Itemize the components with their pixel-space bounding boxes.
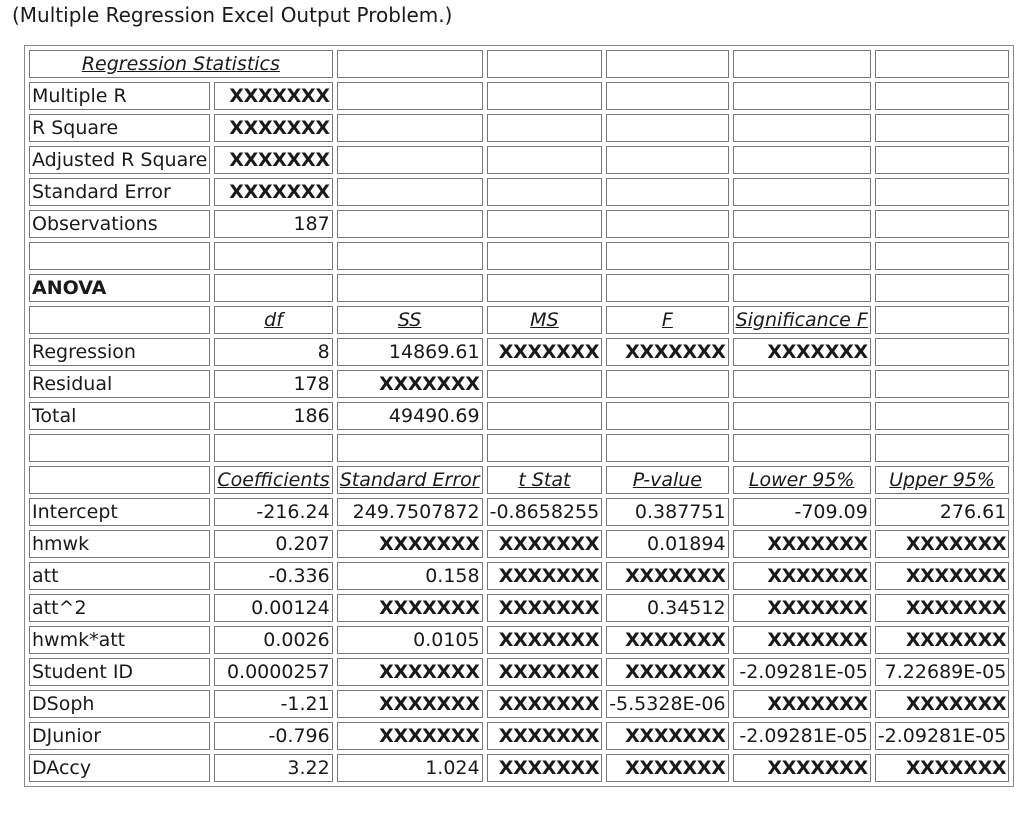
anova-significance-f: XXXXXXX xyxy=(733,338,871,366)
stat-label: Multiple R xyxy=(29,82,210,110)
anova-ss: 14869.61 xyxy=(337,338,483,366)
coef-row-dsoph xyxy=(29,690,1009,718)
coef-label: hmwk xyxy=(29,530,210,558)
coef-value: 3.22 xyxy=(214,754,332,782)
coef-se: XXXXXXX xyxy=(337,530,483,558)
coef-value: 0.207 xyxy=(214,530,332,558)
coef-t: XXXXXXX xyxy=(487,562,603,590)
coef-t: XXXXXXX xyxy=(487,594,603,622)
coef-label: Intercept xyxy=(29,498,210,526)
coef-se: 0.0105 xyxy=(337,626,483,654)
coef-upper: 7.22689E-05 xyxy=(875,658,1009,686)
stat-row-multiple-r xyxy=(29,82,1009,110)
header-coefficients: Coefficients xyxy=(214,466,332,494)
coef-value: 0.0000257 xyxy=(214,658,332,686)
coef-row-intercept xyxy=(29,498,1009,526)
stat-row-adjusted-r-square xyxy=(29,146,1009,174)
regression-statistics-header-row xyxy=(29,50,1009,78)
coef-se: XXXXXXX xyxy=(337,690,483,718)
coef-label: DSoph xyxy=(29,690,210,718)
coef-t: XXXXXXX xyxy=(487,722,603,750)
stat-value: XXXXXXX xyxy=(214,82,332,110)
coef-row-student-id xyxy=(29,658,1009,686)
anova-df: 8 xyxy=(214,338,332,366)
coef-p: 0.387751 xyxy=(606,498,728,526)
stat-label: Adjusted R Square xyxy=(29,146,210,174)
coef-lower: XXXXXXX xyxy=(733,562,871,590)
coef-se: XXXXXXX xyxy=(337,722,483,750)
anova-df: 178 xyxy=(214,370,332,398)
anova-f: XXXXXXX xyxy=(606,338,728,366)
coef-t: XXXXXXX xyxy=(487,658,603,686)
coef-value: -0.336 xyxy=(214,562,332,590)
coef-p: 0.01894 xyxy=(606,530,728,558)
coef-upper: -2.09281E-05 xyxy=(875,722,1009,750)
coef-lower: -2.09281E-05 xyxy=(733,658,871,686)
header-t-stat: t Stat xyxy=(487,466,603,494)
header-p-value: P-value xyxy=(606,466,728,494)
stat-row-standard-error xyxy=(29,178,1009,206)
anova-df: 186 xyxy=(214,402,332,430)
coef-lower: XXXXXXX xyxy=(733,690,871,718)
stat-value: XXXXXXX xyxy=(214,114,332,142)
coef-lower: XXXXXXX xyxy=(733,626,871,654)
coef-label: Student ID xyxy=(29,658,210,686)
coef-label: DAccy xyxy=(29,754,210,782)
coef-upper: XXXXXXX xyxy=(875,626,1009,654)
coef-upper: XXXXXXX xyxy=(875,562,1009,590)
anova-label: Regression xyxy=(29,338,210,366)
coef-p: XXXXXXX xyxy=(606,626,728,654)
header-lower-95: Lower 95% xyxy=(733,466,871,494)
regression-statistics-heading: Regression Statistics xyxy=(29,50,333,78)
coef-label: att^2 xyxy=(29,594,210,622)
coef-t: XXXXXXX xyxy=(487,626,603,654)
coef-lower: XXXXXXX xyxy=(733,530,871,558)
coef-se: XXXXXXX xyxy=(337,594,483,622)
coef-p: 0.34512 xyxy=(606,594,728,622)
anova-label: Residual xyxy=(29,370,210,398)
stat-value: XXXXXXX xyxy=(214,178,332,206)
anova-header-df: df xyxy=(214,306,332,334)
anova-row-regression xyxy=(29,338,1009,366)
coef-p: XXXXXXX xyxy=(606,562,728,590)
coef-label: att xyxy=(29,562,210,590)
stat-value: 187 xyxy=(214,210,332,238)
coef-p: XXXXXXX xyxy=(606,754,728,782)
coef-value: -0.796 xyxy=(214,722,332,750)
coef-t: -0.8658255 xyxy=(487,498,603,526)
coef-lower: XXXXXXX xyxy=(733,754,871,782)
stat-row-r-square xyxy=(29,114,1009,142)
header-standard-error: Standard Error xyxy=(337,466,483,494)
coef-p: XXXXXXX xyxy=(606,722,728,750)
stat-row-observations xyxy=(29,210,1009,238)
blank-row xyxy=(29,434,1009,462)
anova-ss: XXXXXXX xyxy=(337,370,483,398)
anova-label: Total xyxy=(29,402,210,430)
coef-lower: XXXXXXX xyxy=(733,594,871,622)
regression-output-table xyxy=(24,45,1014,787)
coef-t: XXXXXXX xyxy=(487,690,603,718)
anova-column-header-row xyxy=(29,306,1009,334)
page-title: (Multiple Regression Excel Output Problem.) xyxy=(12,3,453,27)
coef-se: 0.158 xyxy=(337,562,483,590)
coef-row-hwmk-att xyxy=(29,626,1009,654)
coef-lower: -2.09281E-05 xyxy=(733,722,871,750)
coef-t: XXXXXXX xyxy=(487,754,603,782)
coefficients-header-row xyxy=(29,466,1009,494)
coef-value: 0.0026 xyxy=(214,626,332,654)
coef-upper: XXXXXXX xyxy=(875,530,1009,558)
coef-value: 0.00124 xyxy=(214,594,332,622)
coef-se: 1.024 xyxy=(337,754,483,782)
coef-p: -5.5328E-06 xyxy=(606,690,728,718)
anova-heading-row xyxy=(29,274,1009,302)
anova-header-ss: SS xyxy=(337,306,483,334)
coef-row-daccy xyxy=(29,754,1009,782)
coef-value: -216.24 xyxy=(214,498,332,526)
coef-upper: XXXXXXX xyxy=(875,594,1009,622)
coef-row-att-squared xyxy=(29,594,1009,622)
coef-p: XXXXXXX xyxy=(606,658,728,686)
anova-header-f: F xyxy=(606,306,728,334)
anova-ss: 49490.69 xyxy=(337,402,483,430)
coef-se: XXXXXXX xyxy=(337,658,483,686)
anova-ms: XXXXXXX xyxy=(487,338,603,366)
coef-value: -1.21 xyxy=(214,690,332,718)
coef-row-att xyxy=(29,562,1009,590)
anova-header-ms: MS xyxy=(487,306,603,334)
stat-label: Observations xyxy=(29,210,210,238)
coef-upper: XXXXXXX xyxy=(875,754,1009,782)
coef-lower: -709.09 xyxy=(733,498,871,526)
coef-upper: 276.61 xyxy=(875,498,1009,526)
anova-row-total xyxy=(29,402,1009,430)
coef-label: hwmk*att xyxy=(29,626,210,654)
stat-label: R Square xyxy=(29,114,210,142)
anova-heading: ANOVA xyxy=(29,274,210,302)
header-upper-95: Upper 95% xyxy=(875,466,1009,494)
stat-label: Standard Error xyxy=(29,178,210,206)
coef-label: DJunior xyxy=(29,722,210,750)
anova-header-significance-f: Significance F xyxy=(733,306,871,334)
coef-t: XXXXXXX xyxy=(487,530,603,558)
coef-se: 249.7507872 xyxy=(337,498,483,526)
stat-value: XXXXXXX xyxy=(214,146,332,174)
coef-upper: XXXXXXX xyxy=(875,690,1009,718)
anova-row-residual xyxy=(29,370,1009,398)
coef-row-hmwk xyxy=(29,530,1009,558)
blank-row xyxy=(29,242,1009,270)
coef-row-djunior xyxy=(29,722,1009,750)
